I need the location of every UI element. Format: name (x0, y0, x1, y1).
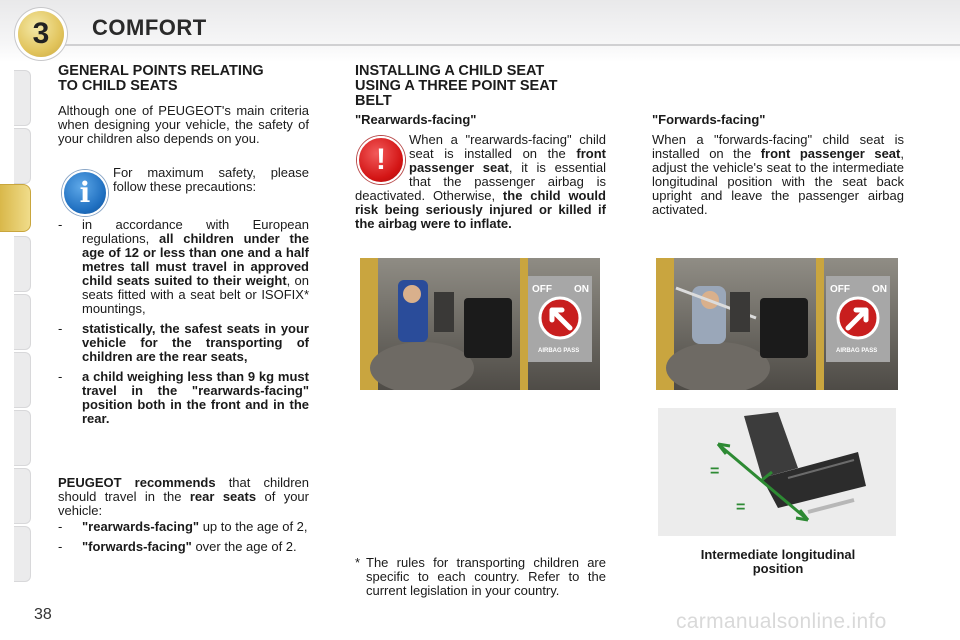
recommendation: PEUGEOT recommends that children should travel in the rear seats of your vehicle: - "rearwards-facing" up to the age of 2, - "forwards-facing" over the age of 2. (58, 475, 309, 554)
middle-heading (355, 64, 610, 109)
seat-position-illustration (658, 408, 896, 536)
chapter-number-badge: 3 (18, 11, 64, 57)
side-tab-3-active[interactable] (0, 184, 31, 232)
recommend-item-forwards: - "forwards-facing" over the age of 2. (58, 539, 297, 554)
forwards-title: "Forwards-facing" (652, 112, 766, 127)
center-console (730, 292, 750, 332)
side-tab-9[interactable] (14, 526, 31, 582)
side-tab-6[interactable] (14, 352, 31, 408)
door-pillar-right (520, 258, 528, 390)
watermark: carmanualsonline.info (676, 610, 887, 633)
header-divider (60, 44, 960, 46)
precaution-item-3: - a child weighing less than 9 kg must travel in the "rearwards-facing" position both in the front and in the rear. (58, 369, 309, 426)
side-tab-1[interactable] (14, 70, 31, 126)
precaution-item-1: - in accordance with European regulations, all children under the age of 12 or less than one and a half metres tall must travel in approved child seats suited to their weight, on seats fitted with a seat belt or ISOFIX* mountings, (58, 217, 309, 316)
recommend-item-rearwards: - "rearwards-facing" up to the age of 2, (58, 519, 308, 534)
side-tab-8[interactable] (14, 468, 31, 524)
forwards-car-illustration (656, 258, 898, 390)
airbag-pass-label: AIRBAG PASS (538, 348, 580, 354)
page-number: 38 (34, 606, 52, 623)
side-tab-5[interactable] (14, 294, 31, 350)
equal-mark-2: = (736, 499, 746, 516)
chapter-title: COMFORT (92, 15, 207, 40)
door-pillar-right (816, 258, 824, 390)
seat-caption: Intermediate longitudinal position (700, 547, 856, 576)
info-note: For maximum safety, please follow these precautions: (113, 165, 309, 194)
middle-heading-line-3: BELT (355, 93, 392, 109)
info-icon: i (62, 170, 108, 216)
warning-icon: ! (357, 136, 405, 184)
middle-heading-line-2: USING A THREE POINT SEAT (355, 78, 558, 94)
left-intro: Although one of PEUGEOT's main criteria when designing your vehicle, the safety of your children also depends on you. (58, 103, 309, 146)
rearwards-car-illustration (360, 258, 600, 390)
side-tab-2[interactable] (14, 128, 31, 184)
side-tab-4[interactable] (14, 236, 31, 292)
left-heading (58, 64, 310, 94)
precaution-item-2: - statistically, the safest seats in your vehicle for the transporting of children are the rear seats, (58, 321, 309, 364)
rearwards-title: "Rearwards-facing" (355, 112, 477, 127)
switch-off-label: OFF (830, 284, 850, 295)
switch-on-label: ON (574, 284, 589, 295)
precautions-list (58, 218, 309, 432)
left-heading-line-1: GENERAL POINTS RELATING (58, 63, 264, 79)
rear-seat-fabric (464, 298, 512, 358)
rear-seat-fabric (760, 298, 808, 358)
forwards-text: When a "forwards-facing" child seat is installed on the front passenger seat, adjust the vehicle's seat to the intermediate longitudinal position with the seat back upright and leave the passenger airbag activated. (652, 132, 904, 217)
footnote: * The rules for transporting children are specific to each country. Refer to the current legislation in your country. (355, 555, 606, 598)
rearwards-text: When a "rearwards-facing" child seat is installed on the front passenger seat, it is essential that the passenger airbag is deactivated. Otherwise, the child would risk being seriously injured or killed if the airbag were to inflate. (355, 132, 606, 231)
switch-on-label: ON (872, 284, 887, 295)
child-head (403, 285, 421, 303)
center-console (434, 292, 454, 332)
switch-off-label: OFF (532, 284, 552, 295)
airbag-pass-label: AIRBAG PASS (836, 348, 878, 354)
left-heading-line-2: TO CHILD SEATS (58, 78, 178, 94)
equal-mark-1: = (710, 463, 720, 480)
side-tab-7[interactable] (14, 410, 31, 466)
middle-heading-line-1: INSTALLING A CHILD SEAT (355, 63, 545, 79)
